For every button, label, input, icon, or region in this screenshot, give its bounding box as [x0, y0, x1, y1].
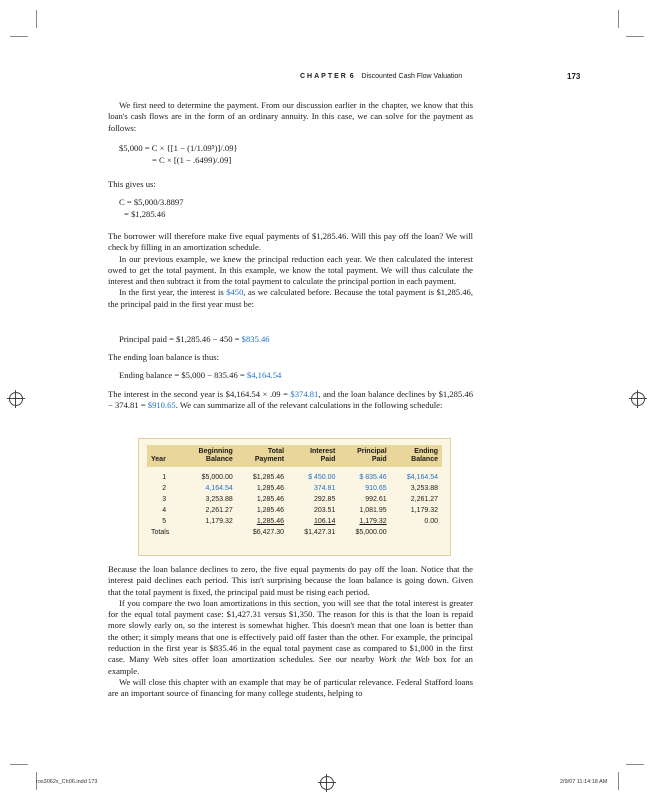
paragraph: We first need to determine the payment. From our discussion earlier in the chapter, we know that this loan's cash flows are in the form of an ordinary annuity. In this case, we can solve for the payment as follows:	[108, 100, 473, 133]
table-cell: 1,179.32	[205, 518, 233, 525]
highlight-value: $374.81	[290, 389, 319, 399]
table-cell: 1,285.46	[256, 518, 285, 525]
table-cell: 910.65	[365, 485, 387, 492]
crop-mark	[618, 10, 619, 28]
highlight-value: $835.46	[241, 334, 270, 344]
chapter-title: Discounted Cash Flow Valuation	[361, 73, 463, 80]
paragraph: In our previous example, we knew the principal reduction each year. We then calculated the interest owed to get the total payment. In this example, we know the total payment. We will thus calculate the interest and then subtract it from the total payment to calculate the principal portion in each payment.	[108, 253, 473, 287]
header-text: Year	[151, 456, 166, 463]
table-cell: 4,164.54	[205, 485, 233, 492]
table-cell: 1,285.46	[256, 496, 285, 503]
registration-mark-icon	[9, 392, 23, 406]
equation-c	[119, 197, 184, 220]
text-run: In the first year, the interest is	[119, 287, 227, 298]
header-text: Payment	[254, 456, 285, 463]
table-row	[147, 505, 442, 516]
amortization-schedule	[138, 438, 451, 556]
table-cell: 1,285.46	[256, 485, 285, 492]
body-text-bottom	[108, 564, 473, 700]
table-cell: 2	[162, 485, 167, 492]
amortization-table	[147, 445, 442, 538]
table-cell: 992.61	[365, 496, 387, 503]
text-run: . We can summarize all of the relevant calculations in the following schedule:	[175, 400, 443, 411]
column-header	[181, 445, 236, 467]
equation-ending	[119, 370, 281, 382]
highlight-value: $450	[226, 287, 244, 298]
table-row	[147, 483, 442, 494]
table-cell: 106.14	[313, 518, 336, 525]
table-cell: 1,179.32	[410, 507, 438, 514]
header-text: Balance	[411, 456, 438, 463]
table-cell: Totals	[151, 529, 170, 536]
table-cell: 5	[162, 518, 167, 525]
equation-line: = C × [(1 − .6499)/.09]	[152, 154, 232, 165]
table-cell: 1,081.95	[359, 507, 387, 514]
table-cell: $1,427.31	[304, 529, 336, 536]
text-run: box for an example.	[108, 654, 473, 676]
page-number: 173	[567, 72, 581, 81]
column-header	[237, 445, 288, 467]
header-text: Interest	[310, 448, 336, 455]
equation-principal	[119, 334, 270, 346]
body-text-top	[108, 100, 473, 134]
table-cell: $1,285.46	[252, 474, 285, 481]
table-cell: 1,179.32	[359, 518, 387, 525]
text-run: Ending balance = $5,000 − 835.46 =	[119, 370, 247, 380]
table-cell: 3	[162, 496, 167, 503]
table-cell: 3,253.88	[410, 485, 438, 492]
table-cell: 1	[162, 474, 167, 481]
table-cell: 2,261.27	[205, 507, 233, 514]
text-run: , as we calculated before. Because the total payment is $1,285.46, the principal paid in the first year must be:	[108, 287, 473, 309]
table-cell: $4,164.54	[406, 474, 438, 481]
table-cell	[391, 527, 442, 538]
chapter-label: CHAPTER	[300, 73, 348, 80]
paragraph: Because the loan balance declines to zero, the five equal payments do pay off the loan. Notice that the interest paid declines each period. This isn't surprising because the loan balance is going down. Given that the total payment is fixed, the principal paid must be rising each period.	[108, 564, 473, 597]
table-cell: $ 450.00	[308, 474, 336, 481]
equation-line: $5,000 = C × {[1 − (1/1.09⁵)]/.09}	[119, 143, 238, 153]
header-text: Principal	[357, 448, 387, 455]
header-text: Paid	[320, 456, 336, 463]
table-cell	[181, 527, 236, 538]
header-text: Balance	[205, 456, 233, 463]
paragraph	[108, 287, 473, 310]
header-text: Beginning	[198, 448, 233, 455]
column-header	[147, 445, 181, 467]
paragraph: We will close this chapter with an example that may be of particular relevance. Federal Stafford loans are an important source of financing for many college students, helping to	[108, 676, 473, 699]
table-header-row	[147, 445, 442, 467]
table-cell: 2,261.27	[410, 496, 438, 503]
text-run: If you compare the two loan amortizations in this section, you will see that the total interest is greater for the equal total payment case: $1,427.31 versus $1,350. The reason for this is that the loan is repaid more slowly early on, so the interest is somewhat higher. This doesn't mean that one loan is better than the other; it simply means that one is effectively paid off faster than the other. For example, the principal reduction in the first year is $835.46 in the equal total payment case as compared to $1,000 in the first case. Many Web sites offer loan amortization schedules. See our nearby	[108, 597, 473, 665]
text-run: , and the loan balance declines by $1,285.46 − 374.81 =	[108, 389, 473, 411]
body-text	[108, 352, 473, 363]
body-text	[108, 231, 473, 310]
table-cell: $5,000.00	[201, 474, 233, 481]
paragraph: The ending loan balance is thus:	[108, 352, 219, 362]
highlight-value: $4,164.54	[246, 370, 282, 380]
body-text	[108, 389, 473, 412]
crop-mark	[10, 36, 28, 37]
slug-filename: ros3062x_Ch06.indd 173	[36, 779, 98, 785]
equation-line: C = $5,000/3.8897	[119, 197, 184, 207]
crop-mark	[36, 10, 37, 28]
crop-mark	[10, 764, 28, 765]
table-cell: 0.00	[424, 518, 438, 525]
highlight-value: $910.65	[147, 400, 176, 411]
column-header	[391, 445, 442, 467]
registration-mark-icon	[320, 776, 334, 790]
table-cell: 374.81	[313, 485, 336, 492]
table-cell: 292.85	[313, 496, 336, 503]
paragraph: The borrower will therefore make five equal payments of $1,285.46. Will this pay off the loan? We will check by filling in an amortization schedule.	[108, 231, 473, 253]
table-cell: 203.51	[313, 507, 336, 514]
table-cell: $ 835.46	[359, 474, 387, 481]
header-text: Total	[267, 448, 285, 455]
crop-mark	[626, 764, 644, 765]
table-totals-row	[147, 527, 442, 538]
paragraph	[108, 598, 473, 677]
running-header	[300, 73, 462, 80]
table-row	[147, 494, 442, 505]
equation-line: = $1,285.46	[124, 208, 166, 219]
crop-mark	[626, 36, 644, 37]
table-cell: $5,000.00	[355, 529, 387, 536]
paragraph: This gives us:	[108, 179, 156, 189]
text-emphasis: Work the Web	[378, 654, 430, 665]
text-run: Principal paid = $1,285.46 − 450 =	[119, 334, 242, 344]
column-header	[288, 445, 339, 467]
equation-payment	[119, 143, 238, 166]
paragraph	[108, 389, 473, 412]
table-row	[147, 516, 442, 527]
table-cell: 1,285.46	[256, 507, 285, 514]
chapter-number: 6	[349, 73, 356, 80]
table-cell: $6,427.30	[252, 529, 285, 536]
table-cell: 3,253.88	[205, 496, 233, 503]
column-header	[339, 445, 390, 467]
registration-mark-icon	[631, 392, 645, 406]
header-text: Ending	[414, 448, 438, 455]
crop-mark	[618, 772, 619, 790]
body-text	[108, 179, 473, 190]
header-text: Paid	[371, 456, 387, 463]
slug-date: 2/9/07 11:14:18 AM	[560, 779, 608, 785]
text-run: The interest in the second year is $4,164.54 × .09 =	[108, 389, 291, 399]
table-row	[147, 472, 442, 483]
table-cell: 4	[162, 507, 167, 514]
